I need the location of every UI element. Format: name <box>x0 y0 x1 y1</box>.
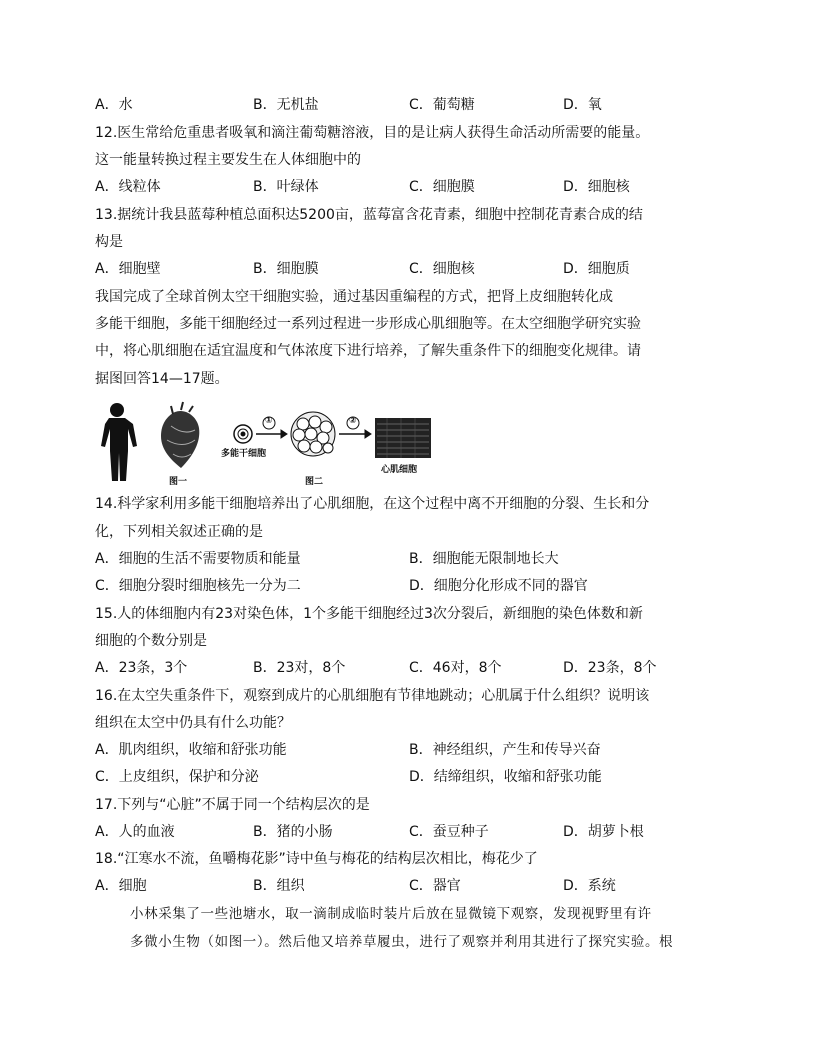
q15-stem-line1: 15.人的体细胞内有23对染色体，1个多能干细胞经过3次分裂后，新细胞的染色体数和新 <box>95 606 643 622</box>
q18-option-d: D．系统 <box>563 878 616 894</box>
q16-stem-line1: 16.在太空失重条件下，观察到成片的心肌细胞有节律地跳动；心肌属于什么组织？说明该 <box>95 688 650 704</box>
q17-option-d: D．胡萝卜根 <box>563 824 644 840</box>
q11-option-b: B．无机盐 <box>253 97 319 113</box>
q16-option-b: B．神经组织，产生和传导兴奋 <box>409 742 601 758</box>
arrow-2-label: ② <box>349 416 357 426</box>
q14-option-a: A．细胞的生活不需要物质和能量 <box>95 551 301 567</box>
q17-option-b: B．猪的小肠 <box>253 824 333 840</box>
q13-option-c: C．细胞核 <box>409 261 475 277</box>
q13-option-d: D．细胞质 <box>563 261 630 277</box>
q12-option-a: A．线粒体 <box>95 179 161 195</box>
q15-option-b: B．23对，8个 <box>253 660 346 676</box>
q18-option-b: B．组织 <box>253 878 305 894</box>
passage-line3: 中，将心肌细胞在适宜温度和气体浓度下进行培养，了解失重条件下的细胞变化规律。请 <box>95 343 641 359</box>
q14-stem-line2: 化，下列相关叙述正确的是 <box>95 524 263 540</box>
q13-options <box>95 259 715 279</box>
q14-options-row1 <box>95 549 715 569</box>
heart-icon <box>161 402 199 468</box>
human-silhouette-icon <box>101 403 137 481</box>
stem-cell-icon <box>234 425 252 443</box>
stem-cell-figure <box>95 400 435 486</box>
q17-option-c: C．蚕豆种子 <box>409 824 489 840</box>
passage-line2: 多能干细胞，多能干细胞经过一系列过程进一步形成心肌细胞等。在太空细胞学研究实验 <box>95 316 641 332</box>
q12-stem-line1: 12.医生常给危重患者吸氧和滴注葡萄糖溶液，目的是让病人获得生命活动所需要的能量。 <box>95 125 650 141</box>
q14-stem-line1: 14.科学家利用多能干细胞培养出了心肌细胞，在这个过程中离不开细胞的分裂、生长和分 <box>95 496 650 512</box>
q18-options <box>95 876 715 896</box>
q12-options <box>95 177 715 197</box>
passage-line1: 我国完成了全球首例太空干细胞实验，通过基因重编程的方式，把肾上皮细胞转化成 <box>95 289 613 305</box>
arrow-1-label: ① <box>265 416 273 426</box>
passage2-line2: 多微小生物（如图一）。然后他又培养草履虫，进行了观察并利用其进行了探究实验。根 <box>130 934 674 950</box>
figure1-label: 图一 <box>169 477 188 487</box>
heart-cell-label: 心肌细胞 <box>381 465 418 475</box>
q15-option-a: A．23条，3个 <box>95 660 188 676</box>
q17-options <box>95 822 715 842</box>
passage-line4: 据图回答14—17题。 <box>95 371 229 387</box>
q14-options-row2 <box>95 576 715 596</box>
q16-options-row1 <box>95 740 715 760</box>
q16-stem-line2: 组织在太空中仍具有什么功能？ <box>95 715 291 731</box>
q13-stem-line2: 构是 <box>95 234 123 250</box>
q18-option-a: A．细胞 <box>95 878 147 894</box>
q15-option-d: D．23条，8个 <box>563 660 657 676</box>
cell-cluster-icon <box>291 412 335 456</box>
q14-option-b: B．细胞能无限制地长大 <box>409 551 559 567</box>
q12-option-d: D．细胞核 <box>563 179 630 195</box>
q18-option-c: C．器官 <box>409 878 461 894</box>
q17-option-a: A．人的血液 <box>95 824 175 840</box>
q11-option-a: A．水 <box>95 97 133 113</box>
q12-stem-line2: 这一能量转换过程主要发生在人体细胞中的 <box>95 152 361 168</box>
heart-muscle-tissue-icon <box>375 418 431 458</box>
q18-stem-line1: 18.“江寒水不流，鱼嚼梅花影”诗中鱼与梅花的结构层次相比，梅花少了 <box>95 851 538 867</box>
q16-option-d: D．结缔组织，收缩和舒张功能 <box>409 769 602 785</box>
q13-option-b: B．细胞膜 <box>253 261 319 277</box>
q15-option-c: C．46对，8个 <box>409 660 502 676</box>
figure2-label: 图二 <box>305 477 324 487</box>
q12-option-c: C．细胞膜 <box>409 179 475 195</box>
passage2-line1: 小林采集了一些池塘水，取一滴制成临时装片后放在显微镜下观察，发现视野里有许 <box>130 906 652 922</box>
q14-option-d: D．细胞分化形成不同的器官 <box>409 578 588 594</box>
q11-option-c: C．葡萄糖 <box>409 97 475 113</box>
q13-option-a: A．细胞壁 <box>95 261 161 277</box>
q16-option-c: C．上皮组织，保护和分泌 <box>95 769 259 785</box>
q13-stem-line1: 13.据统计我县蓝莓种植总面积达5200亩，蓝莓富含花青素，细胞中控制花青素合成的结 <box>95 207 643 223</box>
q16-options-row2 <box>95 767 715 787</box>
q15-stem-line2: 细胞的个数分别是 <box>95 633 207 649</box>
q11-option-d: D．氧 <box>563 97 602 113</box>
q14-option-c: C．细胞分裂时细胞核先一分为二 <box>95 578 301 594</box>
q12-option-b: B．叶绿体 <box>253 179 319 195</box>
q15-options <box>95 658 715 678</box>
stem-cell-label: 多能干细胞 <box>221 449 267 459</box>
q17-stem-line1: 17.下列与“心脏”不属于同一个结构层次的是 <box>95 797 370 813</box>
q16-option-a: A．肌肉组织，收缩和舒张功能 <box>95 742 287 758</box>
q11-options <box>95 95 715 115</box>
